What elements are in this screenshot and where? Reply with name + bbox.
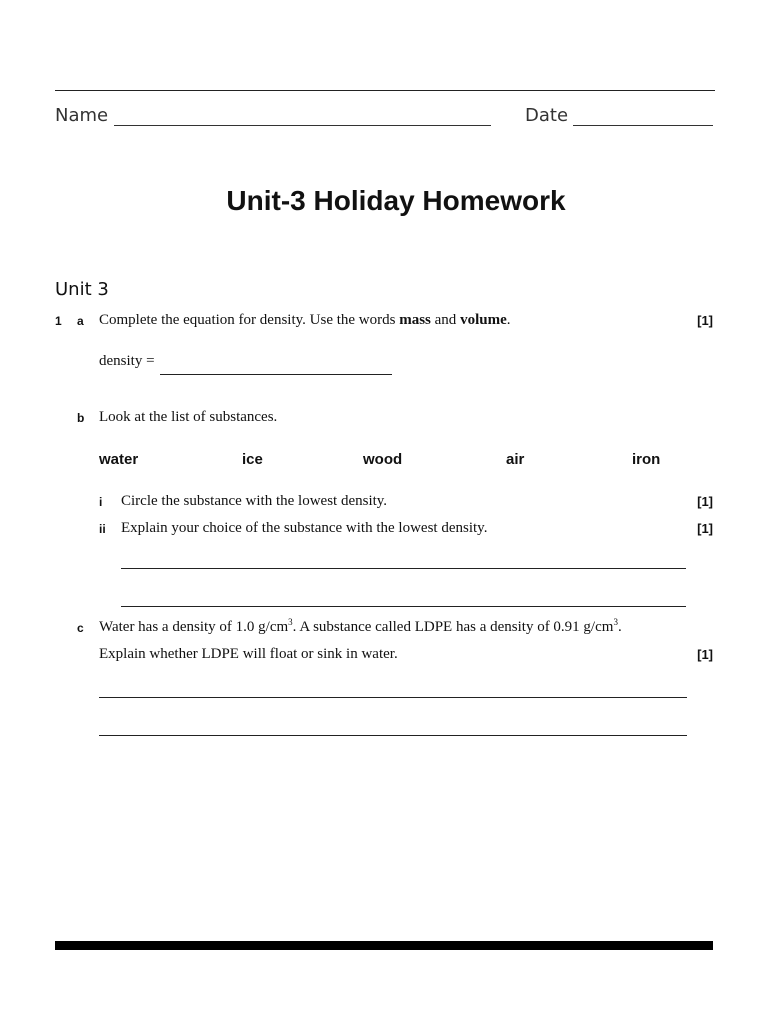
part-c-superscript-2: 3 [613, 617, 618, 627]
substance-air[interactable]: air [506, 451, 525, 468]
answer-line-b-1[interactable] [121, 568, 686, 569]
answer-line-c-2[interactable] [99, 735, 687, 736]
part-a-text-before: Complete the equation for density. Use the words [99, 312, 400, 328]
part-a-text [99, 312, 510, 329]
name-field-line[interactable] [114, 125, 491, 126]
density-answer-line[interactable] [160, 374, 392, 375]
answer-line-c-1[interactable] [99, 697, 687, 698]
substance-ice[interactable]: ice [242, 451, 263, 468]
part-a-text-after: . [506, 312, 511, 328]
density-label: density = [99, 353, 155, 369]
name-label: Name [55, 105, 109, 126]
substance-water[interactable]: water [99, 451, 139, 468]
sub-ii-marks: [1] [697, 521, 713, 536]
substance-wood[interactable]: wood [363, 451, 403, 468]
part-b-intro: Look at the list of substances. [99, 409, 278, 425]
sub-i-text: Circle the substance with the lowest density. [121, 493, 388, 509]
question-number: 1 [55, 314, 62, 328]
footer-bar [55, 941, 713, 950]
sub-i-marks: [1] [697, 494, 713, 509]
date-field-line[interactable] [573, 125, 713, 126]
keyword-volume: volume [460, 312, 507, 328]
part-c-letter: c [77, 621, 84, 635]
part-a-text-mid: and [430, 312, 461, 328]
sub-ii-text: Explain your choice of the substance with the lowest density. [121, 520, 488, 536]
unit-heading: Unit 3 [55, 279, 109, 300]
part-a-letter: a [77, 314, 84, 328]
sub-i-numeral: i [99, 495, 103, 509]
part-c-line2: Explain whether LDPE will float or sink in water. [99, 646, 398, 662]
part-c-marks: [1] [697, 647, 713, 662]
date-label: Date [525, 105, 569, 126]
part-c-line1 [99, 619, 622, 636]
top-rule [55, 90, 715, 91]
page-title: Unit-3 Holiday Homework [226, 185, 566, 216]
sub-ii-numeral: ii [99, 522, 106, 536]
keyword-mass: mass [399, 312, 431, 328]
part-c-line1-c: . [617, 619, 622, 635]
substance-iron[interactable]: iron [632, 451, 661, 468]
part-b-letter: b [77, 411, 85, 425]
part-a-marks: [1] [697, 313, 713, 328]
part-c-line1-b: . A substance called LDPE has a density of 0.91 g/cm [292, 619, 614, 635]
part-c-superscript-1: 3 [288, 617, 293, 627]
part-c-line1-a: Water has a density of 1.0 g/cm [99, 619, 289, 635]
answer-line-b-2[interactable] [121, 606, 686, 607]
